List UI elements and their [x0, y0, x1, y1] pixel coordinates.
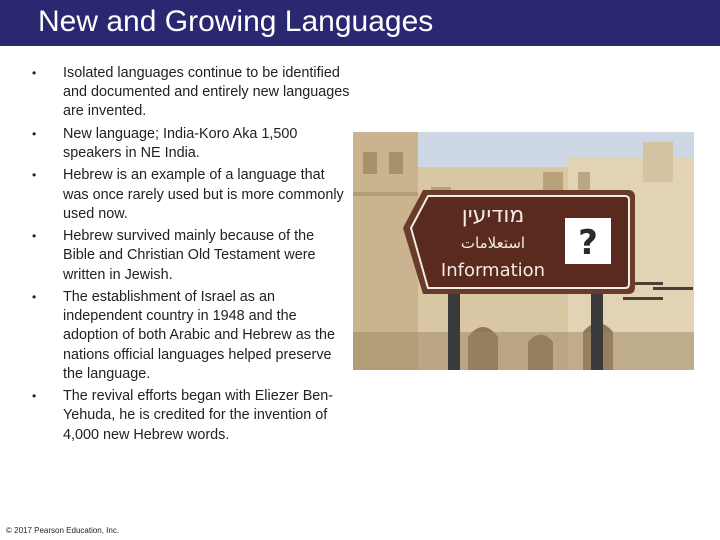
- slide-title: New and Growing Languages: [38, 5, 434, 38]
- bullet-dot-icon: •: [32, 66, 37, 80]
- bullet-dot-icon: •: [32, 229, 37, 244]
- bullet-list: [30, 64, 350, 448]
- copyright-footer: © 2017 Pearson Education, Inc.: [6, 526, 120, 535]
- bullet-item: • Hebrew survived mainly because of the Bible and Christian Old Testament were written in Jewish.: [32, 228, 316, 283]
- bullet-dot-icon: •: [32, 389, 37, 404]
- sign-arabic-text: استعلامات: [460, 234, 526, 252]
- bullet-item: • Hebrew is an example of a language that was once rarely used but is more commonly used now.: [32, 167, 344, 222]
- bullet-dot-icon: •: [32, 126, 37, 141]
- bullet-item: • The establishment of Israel as an independent country in 1948 and the adoption of both Arabic and Hebrew as the nations official languages helped preserve the language.: [32, 288, 336, 382]
- information-sign-photo: [353, 132, 694, 370]
- bullet-dot-icon: •: [32, 168, 37, 183]
- title-bar: [0, 0, 720, 46]
- sign-hebrew-text: מודיעין: [461, 203, 525, 228]
- question-mark-icon: ?: [578, 223, 598, 263]
- sign-english-text: Information: [440, 260, 546, 281]
- bullet-item: • The revival efforts began with Eliezer Ben- Yehuda, he is credited for the invention of 4,000 new Hebrew words.: [32, 388, 334, 443]
- bullet-dot-icon: •: [32, 289, 37, 304]
- bullet-item: • Isolated languages continue to be identified and documented and entirely new languages are invented.: [32, 65, 350, 120]
- bullet-item: • New language; India-Koro Aka 1,500 speakers in NE India.: [32, 125, 298, 161]
